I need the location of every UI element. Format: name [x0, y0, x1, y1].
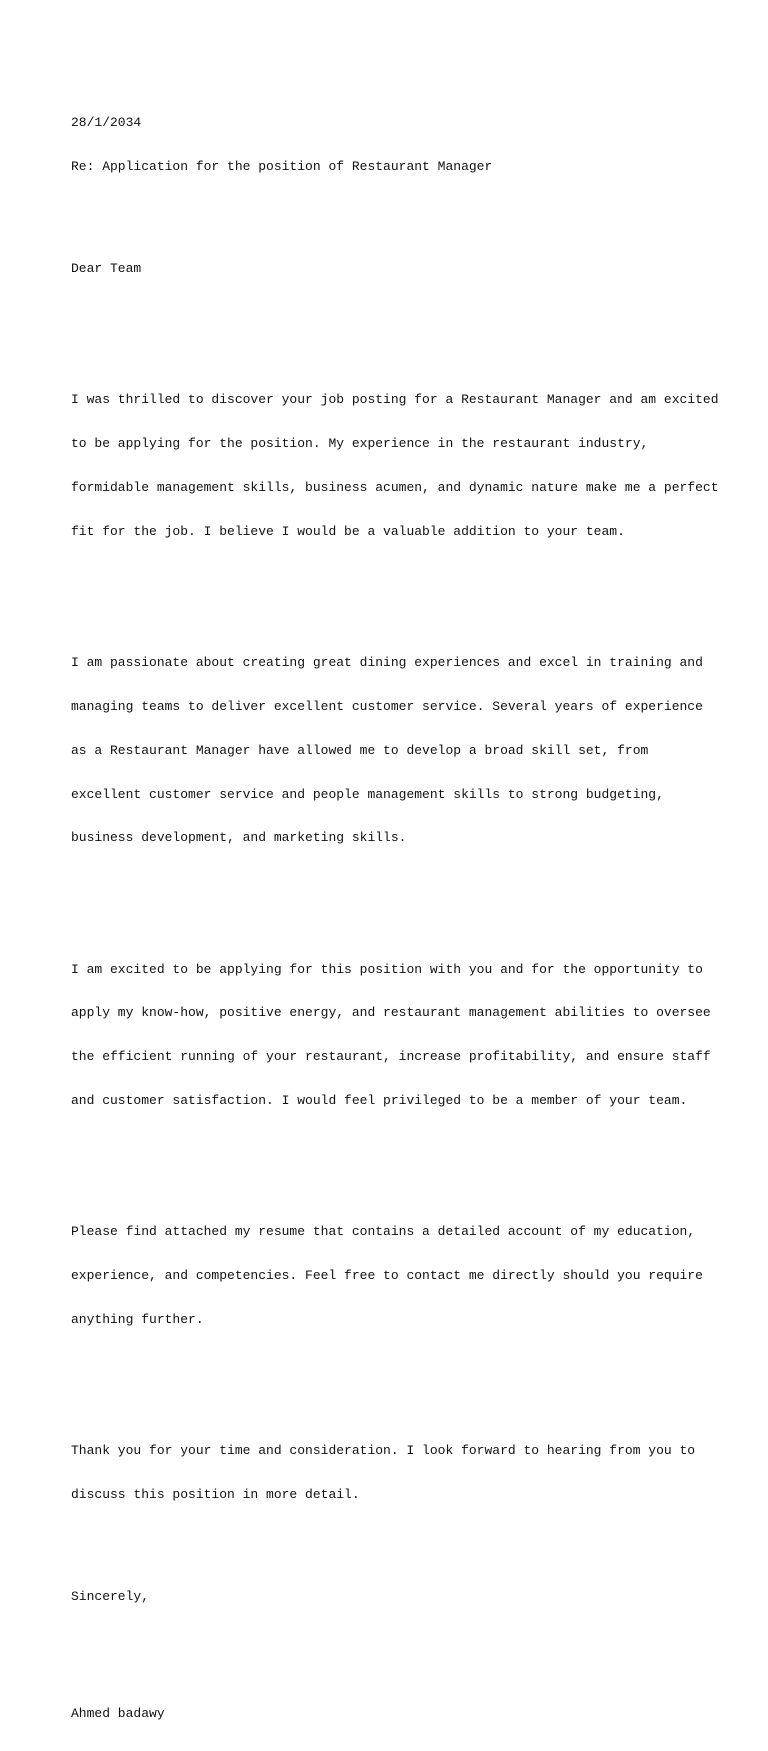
spacer [71, 306, 711, 321]
paragraph-line: I am passionate about creating great dining experiences and excel in training and [71, 655, 703, 671]
paragraph-line: I was thrilled to discover your job posting for a Restaurant Manager and am excited [71, 392, 719, 408]
body-paragraph-4 [71, 1196, 711, 1357]
cover-letter [71, 87, 719, 1751]
letter-closing: Sincerely, [71, 1589, 150, 1605]
spacer [71, 1634, 711, 1663]
letter-signature: Ahmed badawy [71, 1705, 165, 1721]
body-paragraph-3 [71, 933, 711, 1137]
paragraph-line: the efficient running of your restaurant, increase profitability, and ensure staff [71, 1049, 711, 1065]
paragraph-line: to be applying for the position. My experience in the restaurant industry, [71, 436, 649, 452]
paragraph-line: business development, and marketing skills. [71, 830, 407, 846]
paragraph-line: fit for the job. I believe I would be a valuable addition to your team. [71, 523, 625, 539]
paragraph-line: excellent customer service and people management skills to strong budgeting, [71, 786, 664, 802]
paragraph-line: experience, and competencies. Feel free to contact me directly should you require [71, 1268, 703, 1284]
paragraph-line: discuss this position in more detail. [71, 1487, 360, 1502]
paragraph-line: and customer satisfaction. I would feel privileged to be a member of your team. [71, 1092, 688, 1108]
letter-salutation: Dear Team [71, 261, 142, 277]
body-paragraph-5 [71, 1415, 711, 1532]
body-paragraph-1 [71, 364, 719, 568]
letter-subject: Re: Application for the position of Restaurant Manager [71, 158, 493, 174]
letter-date: 28/1/2034 [71, 115, 142, 131]
body-paragraph-2 [71, 627, 711, 875]
spacer [71, 204, 711, 219]
paragraph-line: I am excited to be applying for this position with you and for the opportunity to [71, 961, 703, 977]
paragraph-line: as a Restaurant Manager have allowed me to develop a broad skill set, from [71, 742, 649, 758]
paragraph-line: formidable management skills, business acumen, and dynamic nature make me a perfect [71, 480, 719, 496]
paragraph-line: Please find attached my resume that contains a detailed account of my education, [71, 1224, 696, 1240]
paragraph-line: managing teams to deliver excellent customer service. Several years of experience [71, 698, 703, 714]
paragraph-line: apply my know-how, positive energy, and restaurant management abilities to oversee [71, 1005, 711, 1021]
paragraph-line: anything further. [71, 1311, 204, 1327]
paragraph-line: Thank you for your time and consideration. I look forward to hearing from you to [71, 1443, 696, 1459]
